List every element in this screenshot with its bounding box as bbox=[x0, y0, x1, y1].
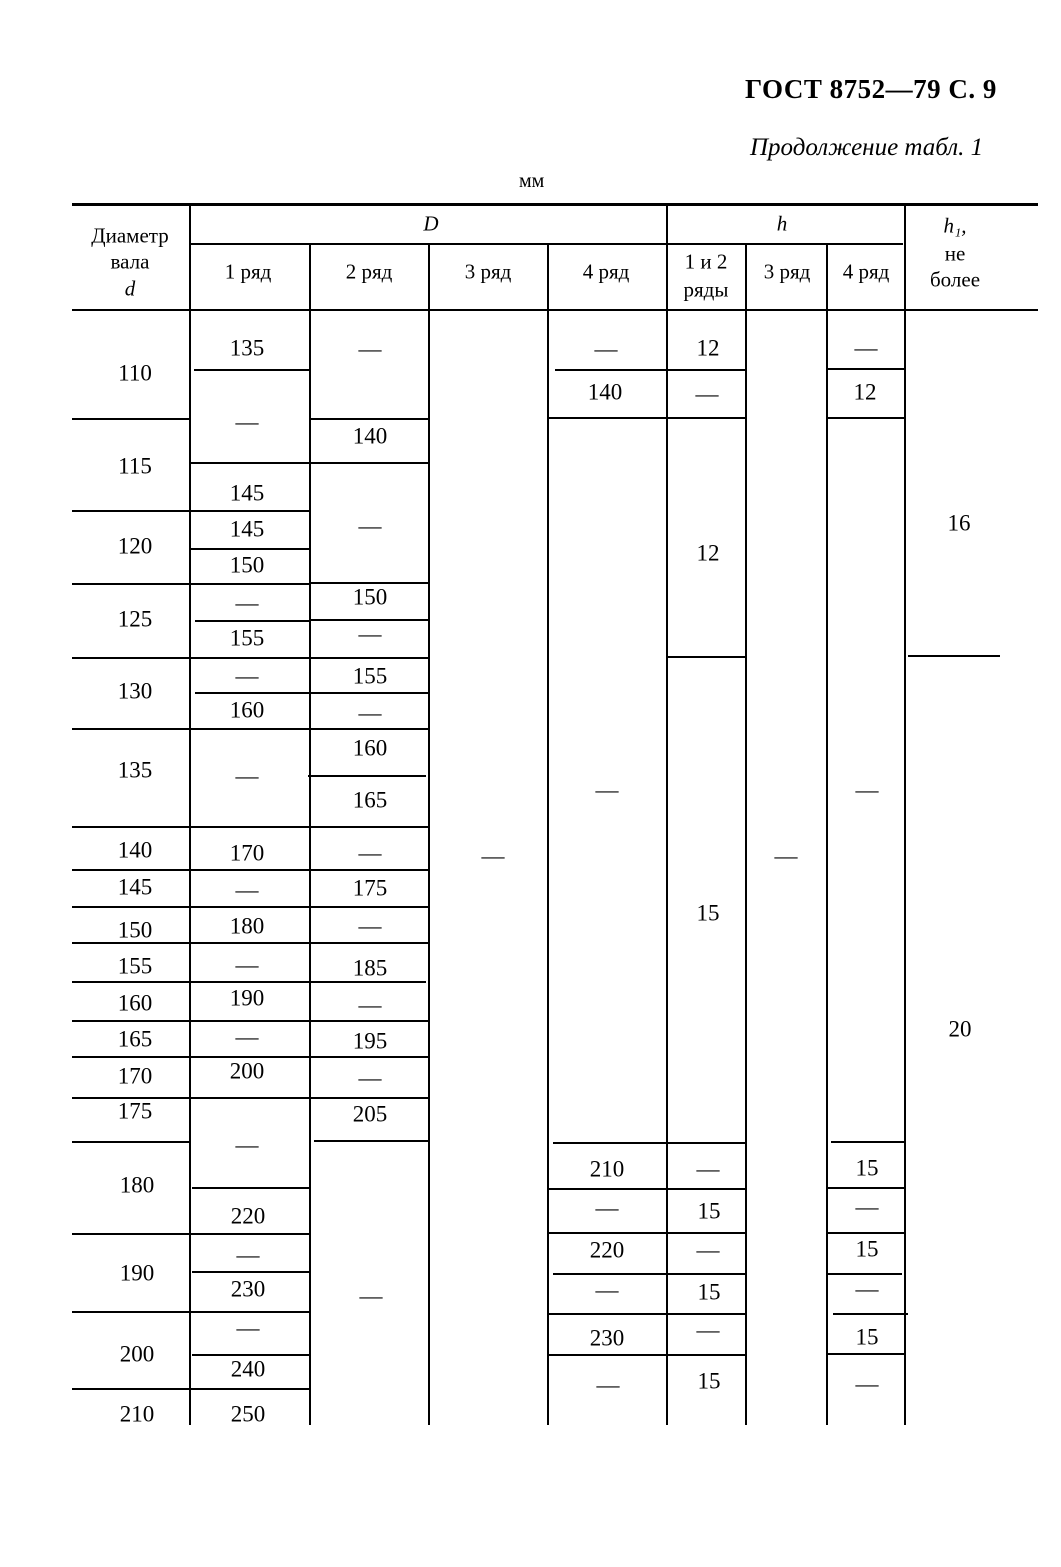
cell-D1: 155 bbox=[229, 625, 265, 651]
row-sep bbox=[194, 369, 309, 371]
row-sep bbox=[668, 1313, 745, 1315]
header-h-row4: 4 ряд bbox=[842, 259, 890, 284]
row-sep bbox=[72, 1020, 190, 1022]
row-sep bbox=[190, 1233, 309, 1235]
cell-h4: — bbox=[854, 335, 878, 361]
header-D-row4: 4 ряд bbox=[582, 259, 630, 284]
cell-d: 140 bbox=[117, 837, 153, 863]
cell-d: 210 bbox=[119, 1401, 155, 1427]
cell-D1: 180 bbox=[229, 913, 265, 939]
header-h1-line3: более bbox=[929, 267, 981, 292]
cell-d: 145 bbox=[117, 874, 153, 900]
row-sep bbox=[72, 1141, 190, 1143]
cell-D1: — bbox=[236, 1315, 260, 1341]
row-sep bbox=[831, 1141, 904, 1143]
cell-h3-merged: — bbox=[774, 843, 798, 869]
row-sep bbox=[310, 657, 428, 659]
cell-d: 170 bbox=[117, 1063, 153, 1089]
cell-h12: — bbox=[695, 381, 719, 407]
cell-d: 115 bbox=[118, 453, 152, 479]
cell-D1: — bbox=[235, 663, 259, 689]
cell-D2: — bbox=[359, 1283, 383, 1309]
row-sep bbox=[190, 1097, 309, 1099]
row-sep bbox=[310, 942, 428, 944]
cell-d: 155 bbox=[117, 953, 153, 979]
row-sep bbox=[667, 417, 745, 419]
row-sep bbox=[190, 981, 309, 983]
row-sep bbox=[833, 1313, 908, 1315]
row-sep bbox=[190, 548, 309, 550]
row-sep bbox=[195, 692, 309, 694]
row-sep bbox=[72, 1056, 190, 1058]
cell-D1: — bbox=[235, 952, 259, 978]
cell-h12-merged: 12 bbox=[696, 540, 720, 566]
row-sep bbox=[310, 1056, 428, 1058]
row-sep bbox=[310, 869, 428, 871]
cell-D4: — bbox=[595, 1195, 619, 1221]
col-divider-h12 bbox=[745, 245, 747, 1425]
cell-D1: 230 bbox=[230, 1276, 266, 1302]
row-sep bbox=[668, 1142, 745, 1144]
cell-D2: — bbox=[358, 621, 382, 647]
row-sep bbox=[826, 1232, 906, 1234]
row-sep bbox=[547, 417, 666, 419]
cell-D1: 250 bbox=[230, 1401, 266, 1427]
cell-D1: 170 bbox=[229, 840, 265, 866]
cell-D4: — bbox=[594, 336, 618, 362]
cell-D1: 190 bbox=[229, 985, 265, 1011]
row-sep bbox=[310, 906, 430, 908]
col-divider-D1 bbox=[309, 245, 311, 1425]
cell-h12: — bbox=[696, 1237, 720, 1263]
row-sep bbox=[668, 1354, 745, 1356]
cell-h12: 15 bbox=[697, 1279, 721, 1305]
cell-h12: 15 bbox=[697, 1368, 721, 1394]
row-sep bbox=[667, 369, 745, 371]
col-divider-h4 bbox=[904, 205, 906, 1425]
cell-h1-merged: 16 bbox=[947, 510, 971, 536]
row-sep bbox=[549, 1354, 666, 1356]
cell-h4: — bbox=[855, 1276, 879, 1302]
cell-D2: — bbox=[358, 700, 382, 726]
row-sep bbox=[828, 1187, 904, 1189]
row-sep bbox=[72, 1311, 190, 1313]
header-h-group: h bbox=[776, 211, 788, 236]
header-h-row3: 3 ряд bbox=[763, 259, 811, 284]
cell-h4: 15 bbox=[855, 1236, 879, 1262]
cell-D2: — bbox=[358, 1065, 382, 1091]
header-D-group: D bbox=[423, 211, 439, 236]
cell-D1: — bbox=[235, 1132, 259, 1158]
row-sep bbox=[190, 657, 309, 659]
cell-D1: 220 bbox=[230, 1203, 266, 1229]
row-sep bbox=[310, 981, 426, 983]
cell-D2: 165 bbox=[352, 787, 388, 813]
cell-D4-merged: — bbox=[595, 777, 619, 803]
cell-D1: — bbox=[235, 590, 259, 616]
cell-d: 160 bbox=[117, 990, 153, 1016]
row-sep bbox=[190, 1311, 310, 1313]
header-d-line1: Диаметр bbox=[91, 223, 169, 248]
cell-d: 130 bbox=[117, 678, 153, 704]
cell-D2: — bbox=[358, 913, 382, 939]
row-sep bbox=[72, 583, 190, 585]
col-divider-D2 bbox=[428, 245, 430, 1425]
header-d-symbol: d bbox=[124, 276, 136, 301]
cell-D1: 200 bbox=[229, 1058, 265, 1084]
cell-h4-merged: — bbox=[855, 777, 879, 803]
row-sep bbox=[827, 368, 904, 370]
cell-h4: — bbox=[855, 1194, 879, 1220]
row-sep bbox=[828, 1353, 904, 1355]
cell-D1: — bbox=[235, 409, 259, 435]
row-sep bbox=[72, 510, 190, 512]
header-D-row1: 1 ряд bbox=[224, 259, 272, 284]
cell-d: 110 bbox=[118, 360, 152, 386]
cell-D2: 185 bbox=[352, 955, 388, 981]
cell-D2: 155 bbox=[352, 663, 388, 689]
cell-D2: 140 bbox=[352, 423, 388, 449]
header-h-rows12-line2: ряды bbox=[683, 277, 729, 302]
row-sep bbox=[310, 418, 428, 420]
header-D-row3: 3 ряд bbox=[464, 259, 512, 284]
cell-d: 150 bbox=[117, 917, 153, 943]
row-sep bbox=[668, 1273, 745, 1275]
col-divider-h3 bbox=[826, 245, 828, 1425]
cell-D1: 160 bbox=[229, 697, 265, 723]
cell-d: 190 bbox=[119, 1260, 155, 1286]
cell-D4: — bbox=[595, 1277, 619, 1303]
cell-D1: — bbox=[235, 1024, 259, 1050]
cell-D4: 230 bbox=[589, 1325, 625, 1351]
row-sep bbox=[310, 1020, 430, 1022]
cell-D2: — bbox=[358, 513, 382, 539]
cell-h4: 12 bbox=[853, 379, 877, 405]
row-sep bbox=[72, 1388, 190, 1390]
cell-d: 175 bbox=[117, 1098, 153, 1124]
row-sep bbox=[668, 1188, 745, 1190]
row-sep bbox=[549, 1188, 666, 1190]
header-d-line2: вала bbox=[110, 249, 150, 274]
row-sep bbox=[668, 656, 745, 658]
header-h-rows12-line1: 1 и 2 bbox=[684, 249, 728, 274]
row-sep bbox=[549, 1313, 666, 1315]
header-h1-line2: не bbox=[944, 241, 966, 266]
cell-D1: 135 bbox=[229, 335, 265, 361]
row-sep bbox=[668, 1232, 745, 1234]
row-sep bbox=[190, 869, 309, 871]
col-divider-D4 bbox=[666, 205, 668, 1425]
cell-D2: — bbox=[358, 992, 382, 1018]
row-sep bbox=[72, 826, 190, 828]
table-top-border bbox=[72, 203, 1038, 206]
row-sep bbox=[190, 583, 309, 585]
cell-D2: 175 bbox=[352, 875, 388, 901]
cell-d: 200 bbox=[119, 1341, 155, 1367]
row-sep bbox=[72, 657, 190, 659]
cell-D3-merged: — bbox=[481, 843, 505, 869]
row-sep bbox=[72, 418, 190, 420]
cell-D2: — bbox=[358, 840, 382, 866]
row-sep bbox=[72, 1233, 190, 1235]
row-sep bbox=[310, 826, 428, 828]
row-sep bbox=[72, 906, 190, 908]
row-sep bbox=[553, 1142, 666, 1144]
row-sep bbox=[190, 1020, 309, 1022]
cell-h4: — bbox=[855, 1371, 879, 1397]
row-sep bbox=[553, 1273, 666, 1275]
cell-D1: 145 bbox=[229, 480, 265, 506]
row-sep bbox=[190, 462, 309, 464]
row-sep bbox=[310, 462, 428, 464]
cell-d: 135 bbox=[117, 757, 153, 783]
header-bottom-border bbox=[72, 309, 1038, 311]
cell-h1-merged: 20 bbox=[948, 1016, 972, 1042]
cell-h12-merged: 15 bbox=[696, 900, 720, 926]
cell-d: 165 bbox=[117, 1026, 153, 1052]
cell-h12: — bbox=[696, 1156, 720, 1182]
cell-h4: 15 bbox=[855, 1155, 879, 1181]
cell-D2: 205 bbox=[352, 1101, 388, 1127]
row-sep bbox=[192, 1271, 309, 1273]
row-sep bbox=[195, 620, 309, 622]
row-sep bbox=[549, 1232, 666, 1234]
cell-d: 120 bbox=[117, 533, 153, 559]
row-sep bbox=[908, 655, 1000, 657]
row-sep bbox=[310, 728, 428, 730]
cell-D4: 140 bbox=[587, 379, 623, 405]
cell-D1: 240 bbox=[230, 1356, 266, 1382]
row-sep bbox=[555, 369, 666, 371]
row-sep bbox=[190, 906, 309, 908]
units-label: мм bbox=[519, 170, 545, 192]
cell-D2: 195 bbox=[352, 1028, 388, 1054]
row-sep bbox=[72, 981, 190, 983]
row-sep bbox=[310, 692, 428, 694]
row-sep bbox=[314, 1140, 428, 1142]
cell-D1: — bbox=[236, 1242, 260, 1268]
cell-D2: 160 bbox=[352, 735, 388, 761]
row-sep bbox=[308, 775, 426, 777]
cell-d: 125 bbox=[117, 606, 153, 632]
header-h1-symbol: h₁, bbox=[943, 213, 967, 238]
row-sep bbox=[190, 942, 309, 944]
row-sep bbox=[190, 1388, 310, 1390]
cell-D2: 150 bbox=[352, 584, 388, 610]
cell-D4: — bbox=[596, 1372, 620, 1398]
row-sep bbox=[190, 728, 309, 730]
cell-h12: 12 bbox=[696, 335, 720, 361]
cell-D4: 220 bbox=[589, 1237, 625, 1263]
header-D-row2: 2 ряд bbox=[345, 259, 393, 284]
row-sep bbox=[190, 826, 309, 828]
cell-h12: 15 bbox=[697, 1198, 721, 1224]
cell-D2: — bbox=[358, 336, 382, 362]
row-sep bbox=[827, 417, 904, 419]
row-sep bbox=[192, 1187, 309, 1189]
document-title: ГОСТ 8752—79 С. 9 bbox=[745, 74, 997, 104]
cell-D1: — bbox=[235, 763, 259, 789]
table-continuation-label: Продолжение табл. 1 bbox=[750, 134, 984, 161]
col-divider-D3 bbox=[547, 245, 549, 1425]
row-sep bbox=[72, 869, 190, 871]
row-sep bbox=[72, 728, 190, 730]
row-sep bbox=[190, 510, 310, 512]
row-sep bbox=[828, 1273, 902, 1275]
cell-h12: — bbox=[696, 1317, 720, 1343]
cell-h4: 15 bbox=[855, 1324, 879, 1350]
cell-D1: 150 bbox=[229, 552, 265, 578]
cell-D1: — bbox=[235, 877, 259, 903]
cell-d: 180 bbox=[119, 1172, 155, 1198]
cell-D4: 210 bbox=[589, 1156, 625, 1182]
col-divider-d bbox=[189, 205, 191, 1425]
row-sep bbox=[310, 1097, 430, 1099]
cell-D1: 145 bbox=[229, 516, 265, 542]
